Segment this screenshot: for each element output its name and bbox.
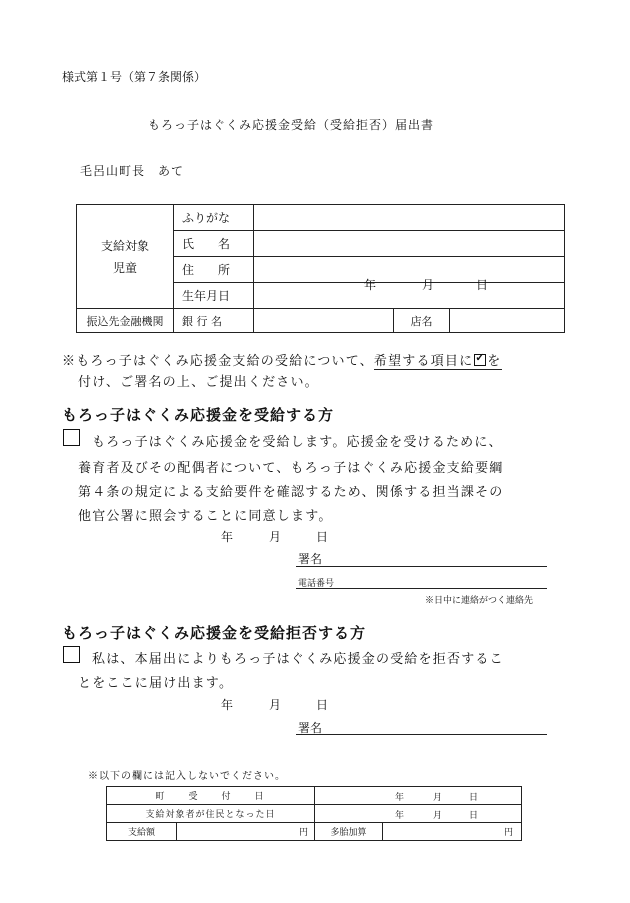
birth-month-unit: 月 bbox=[422, 278, 435, 292]
amount-yen: 円 bbox=[177, 823, 315, 841]
multiple-birth-yen: 円 bbox=[383, 823, 522, 841]
accept-phone-note: ※日中に連絡がつく連絡先 bbox=[425, 596, 534, 606]
office-use-table bbox=[106, 786, 522, 841]
instruction-line1 bbox=[62, 350, 502, 369]
resident-year-unit: 年 bbox=[395, 811, 405, 821]
bank-name-label: 銀 行 名 bbox=[174, 309, 254, 333]
accept-signature-line[interactable] bbox=[296, 566, 547, 567]
name-field[interactable] bbox=[254, 231, 565, 257]
accept-phone-label: 電話番号 bbox=[298, 579, 335, 589]
multiple-birth-label: 多胎加算 bbox=[315, 823, 383, 841]
accept-heading: もろっ子はぐくみ応援金を受給する方 bbox=[62, 406, 335, 424]
decline-text-line1: 私は、本届出によりもろっ子はぐくみ応援金の受給を拒否するこ bbox=[92, 652, 504, 667]
resident-month-unit: 月 bbox=[433, 811, 443, 821]
branch-field[interactable] bbox=[450, 309, 565, 333]
received-date-field bbox=[315, 787, 522, 805]
decline-signature-line[interactable] bbox=[296, 734, 547, 735]
furigana-label: ふりがな bbox=[174, 205, 254, 231]
received-date-label: 町 受 付 日 bbox=[107, 787, 315, 805]
document-title: もろっ子はぐくみ応援金受給（受給拒否）届出書 bbox=[148, 118, 435, 132]
furigana-field[interactable] bbox=[254, 205, 565, 231]
resident-day-unit: 日 bbox=[469, 811, 479, 821]
accept-year-unit: 年 bbox=[221, 530, 234, 544]
birth-day-unit: 日 bbox=[476, 278, 489, 292]
accept-text-line1: もろっ子はぐくみ応援金を受給します。応援金を受けるために、 bbox=[92, 435, 503, 450]
accept-day-unit: 日 bbox=[316, 530, 329, 544]
birthdate-field[interactable] bbox=[254, 278, 565, 309]
decline-year-unit: 年 bbox=[221, 698, 234, 712]
child-group-label-line1: 支給対象 bbox=[100, 238, 149, 253]
bank-label: 振込先金融機関 bbox=[77, 309, 174, 333]
accept-phone-line[interactable] bbox=[296, 588, 547, 589]
branch-label: 店名 bbox=[394, 309, 450, 333]
office-use-note: ※以下の欄には記入しないでください。 bbox=[88, 771, 286, 782]
decline-month-unit: 月 bbox=[269, 698, 282, 712]
instruction-line2: 付け、ご署名の上、ご提出ください。 bbox=[78, 375, 319, 390]
address-label: 住 所 bbox=[174, 257, 254, 283]
instruction-underlined bbox=[374, 354, 502, 370]
child-group-label bbox=[77, 205, 174, 309]
instruction-underlined-text: 希望する項目に bbox=[373, 354, 474, 369]
received-day-unit: 日 bbox=[469, 793, 479, 803]
received-month-unit: 月 bbox=[433, 793, 443, 803]
decline-heading: もろっ子はぐくみ応援金を受給拒否する方 bbox=[62, 624, 367, 642]
instruction-text-b: を bbox=[487, 354, 502, 369]
received-year-unit: 年 bbox=[395, 793, 405, 803]
instruction-text-a: ※もろっ子はぐくみ応援金支給の受給について、 bbox=[62, 354, 374, 369]
birth-year-unit: 年 bbox=[364, 278, 377, 292]
name-label: 氏 名 bbox=[174, 231, 254, 257]
decline-checkbox[interactable] bbox=[63, 646, 80, 663]
accept-signature-label: 署名 bbox=[298, 552, 323, 566]
decline-signature-label: 署名 bbox=[298, 721, 323, 735]
birthdate-label: 生年月日 bbox=[174, 283, 254, 309]
resident-date-field bbox=[315, 805, 522, 823]
form-number: 様式第１号（第７条関係） bbox=[62, 70, 207, 84]
accept-text-line2: 養育者及びその配偶者について、もろっ子はぐくみ応援金支給要綱 bbox=[78, 461, 504, 476]
checkbox-checked-icon bbox=[474, 354, 486, 366]
accept-text-line3: 第４条の規定による支給要件を確認するため、関係する担当課その bbox=[78, 485, 504, 500]
address-field[interactable] bbox=[254, 257, 565, 283]
applicant-table bbox=[76, 204, 565, 333]
addressee: 毛呂山町長 あて bbox=[80, 164, 185, 178]
accept-checkbox[interactable] bbox=[63, 429, 80, 446]
accept-text-line4: 他官公署に照会することに同意します。 bbox=[78, 509, 333, 524]
amount-label: 支給額 bbox=[107, 823, 177, 841]
resident-date-label: 支給対象者が住民となった日 bbox=[107, 805, 315, 823]
decline-text-line2: とをここに届け出ます。 bbox=[78, 676, 234, 691]
decline-day-unit: 日 bbox=[316, 698, 329, 712]
bank-name-field[interactable] bbox=[254, 309, 394, 333]
child-group-label-line2: 児童 bbox=[112, 260, 137, 275]
accept-month-unit: 月 bbox=[269, 530, 282, 544]
